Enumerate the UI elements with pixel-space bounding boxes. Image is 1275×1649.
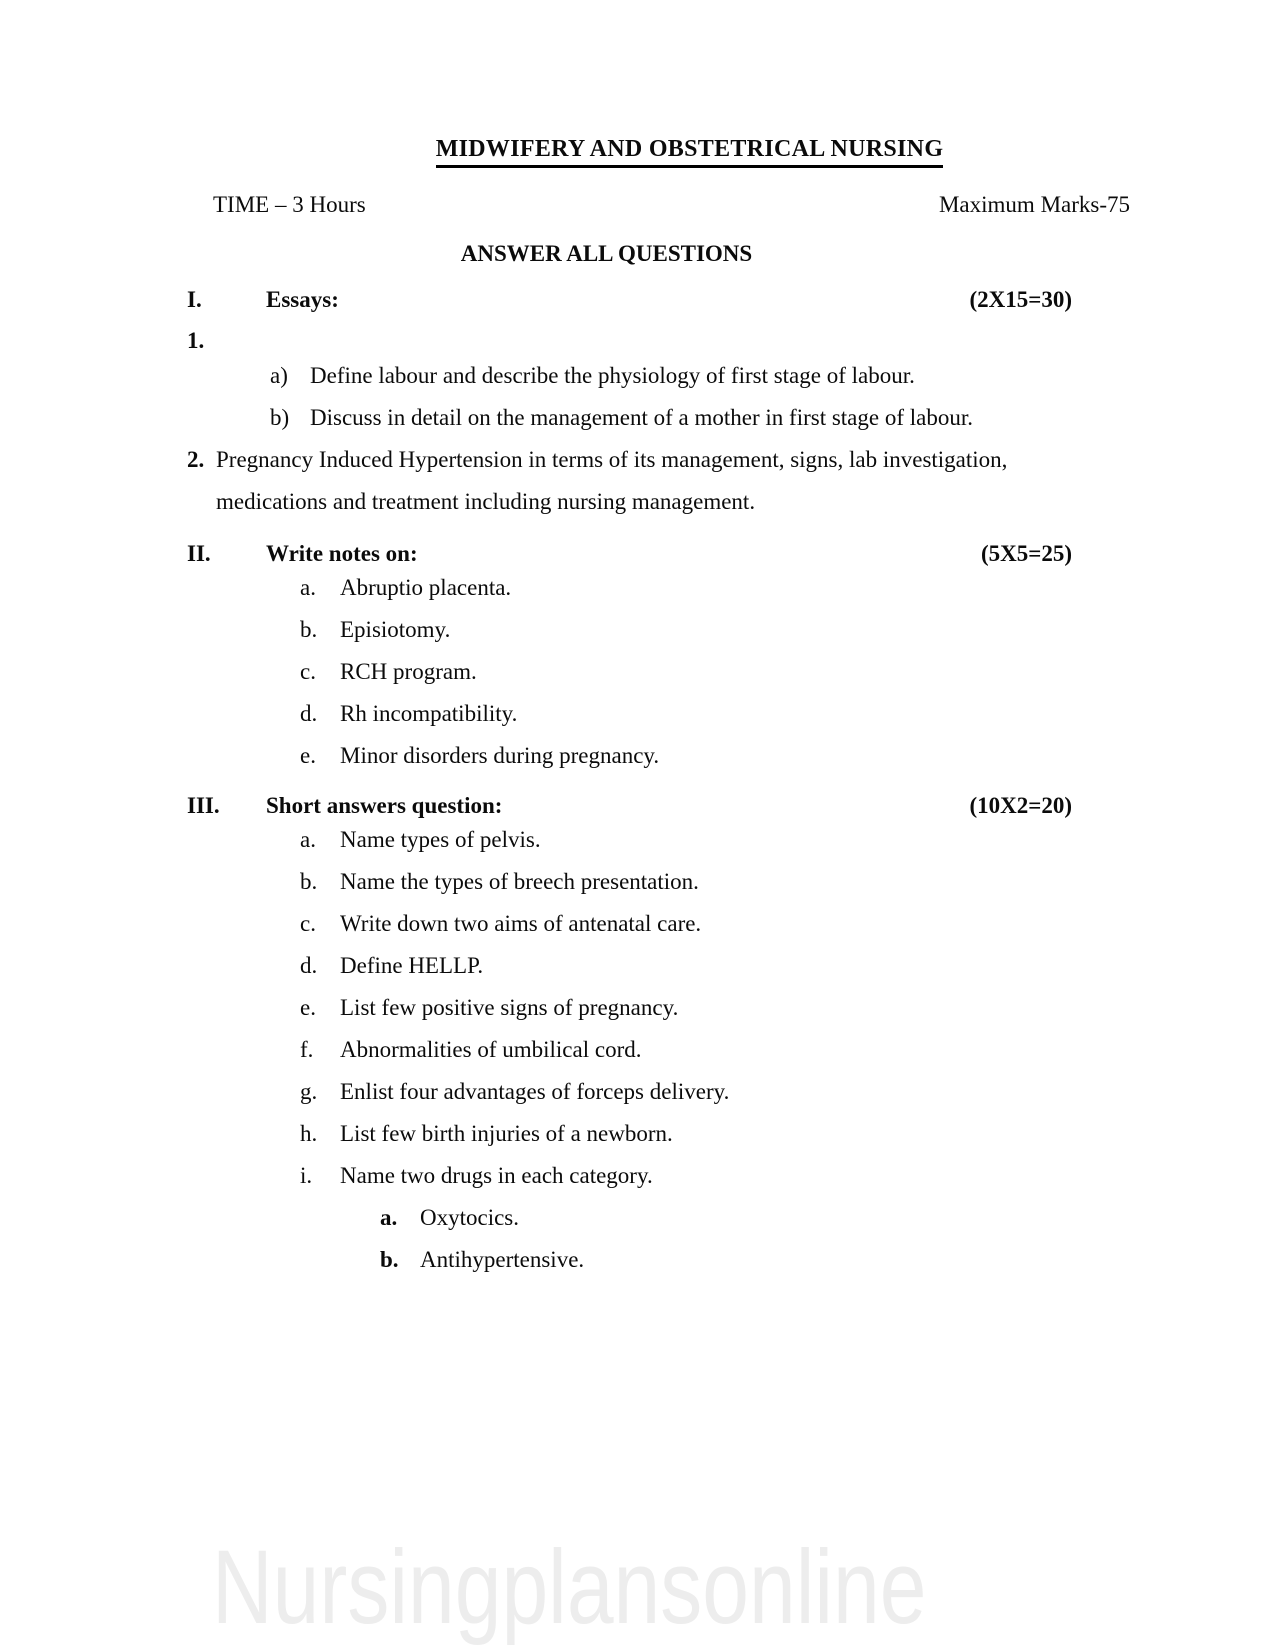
question-2-row-line-2: [187, 487, 1130, 517]
section-3-item-i-sub-a: [187, 1203, 1130, 1233]
section-3-item-i: [187, 1161, 1130, 1191]
item-label: g.: [300, 1079, 318, 1104]
item-label: b.: [300, 869, 318, 894]
section-3-item-b: [187, 867, 1130, 897]
item-label: a): [270, 363, 288, 388]
section-1-marks: (2X15=30): [969, 287, 1072, 312]
item-text: Episiotomy.: [340, 617, 451, 642]
section-2-item-d: [187, 699, 1130, 729]
watermark-text: Nursingplansonline: [212, 1529, 927, 1646]
section-2-item-b: [187, 615, 1130, 645]
section-3-item-a: [187, 825, 1130, 855]
section-3-item-g: [187, 1077, 1130, 1107]
item-label: f.: [300, 1037, 314, 1062]
instruction-row: [135, 239, 1078, 269]
time-marks-row: [187, 190, 1130, 220]
section-2-numeral: II.: [187, 541, 211, 566]
question-1-number: 1.: [187, 328, 205, 353]
item-text: Discuss in detail on the management of a mother in first stage of labour.: [310, 405, 974, 430]
question-2-row-line-1: [187, 445, 1130, 475]
section-2-marks: (5X5=25): [980, 541, 1072, 566]
answer-all-questions-instruction: ANSWER ALL QUESTIONS: [460, 241, 753, 266]
section-1-title: Essays:: [266, 287, 339, 312]
item-text: List few birth injuries of a newborn.: [340, 1121, 673, 1146]
question-2-text-line-1: Pregnancy Induced Hypertension in terms of its management, signs, lab investigation,: [216, 447, 1008, 472]
item-text: Define HELLP.: [340, 953, 484, 978]
exam-duration: TIME – 3 Hours: [213, 192, 366, 217]
item-text: Enlist four advantages of forceps delivery.: [340, 1079, 730, 1104]
item-label: c.: [300, 911, 316, 936]
item-label: d.: [300, 701, 318, 726]
document-content: [187, 0, 1130, 1275]
item-label: a.: [380, 1205, 398, 1230]
section-3-item-c: [187, 909, 1130, 939]
item-text: Name types of pelvis.: [340, 827, 541, 852]
item-label: a.: [300, 575, 316, 600]
item-text: Rh incompatibility.: [340, 701, 518, 726]
item-text: Name two drugs in each category.: [340, 1163, 653, 1188]
section-3-item-f: [187, 1035, 1130, 1065]
document-title: MIDWIFERY AND OBSTETRICAL NURSING: [436, 136, 944, 168]
section-1-numeral: I.: [187, 287, 202, 312]
question-1-item-a: [187, 361, 1130, 391]
section-2-item-a: [187, 573, 1130, 603]
section-2-item-e: [187, 741, 1130, 771]
item-text: Oxytocics.: [420, 1205, 520, 1230]
section-1-heading-row: [187, 285, 1130, 315]
item-text: Minor disorders during pregnancy.: [340, 743, 660, 768]
section-3-item-d: [187, 951, 1130, 981]
item-label: d.: [300, 953, 318, 978]
question-2-number: 2.: [187, 447, 205, 472]
section-3-heading-row: [187, 791, 1130, 821]
item-label: h.: [300, 1121, 318, 1146]
section-3-item-i-sub-b: [187, 1245, 1130, 1275]
item-text: List few positive signs of pregnancy.: [340, 995, 679, 1020]
maximum-marks: Maximum Marks-75: [938, 192, 1130, 217]
question-1-number-row: [187, 326, 1130, 356]
item-label: b): [270, 405, 290, 430]
section-3-marks: (10X2=20): [969, 793, 1072, 818]
item-text: Abnormalities of umbilical cord.: [340, 1037, 642, 1062]
item-text: Antihypertensive.: [420, 1247, 585, 1272]
item-label: e.: [300, 995, 316, 1020]
item-label: e.: [300, 743, 316, 768]
item-text: Name the types of breech presentation.: [340, 869, 699, 894]
item-text: Define labour and describe the physiology of first stage of labour.: [310, 363, 915, 388]
section-2-item-c: [187, 657, 1130, 687]
item-label: a.: [300, 827, 316, 852]
section-3-item-e: [187, 993, 1130, 1023]
item-label: b.: [300, 617, 318, 642]
section-2-title: Write notes on:: [266, 541, 418, 566]
document-title-row: [218, 136, 1161, 172]
item-text: Write down two aims of antenatal care.: [340, 911, 702, 936]
section-2-heading-row: [187, 539, 1130, 569]
item-text: RCH program.: [340, 659, 477, 684]
question-1-item-b: [187, 403, 1130, 433]
item-label: b.: [380, 1247, 399, 1272]
item-label: c.: [300, 659, 316, 684]
item-label: i.: [300, 1163, 313, 1188]
section-3-numeral: III.: [187, 793, 220, 818]
item-text: Abruptio placenta.: [340, 575, 512, 600]
section-3-item-h: [187, 1119, 1130, 1149]
section-3-title: Short answers question:: [266, 793, 503, 818]
question-2-text-line-2: medications and treatment including nursing management.: [216, 489, 756, 514]
